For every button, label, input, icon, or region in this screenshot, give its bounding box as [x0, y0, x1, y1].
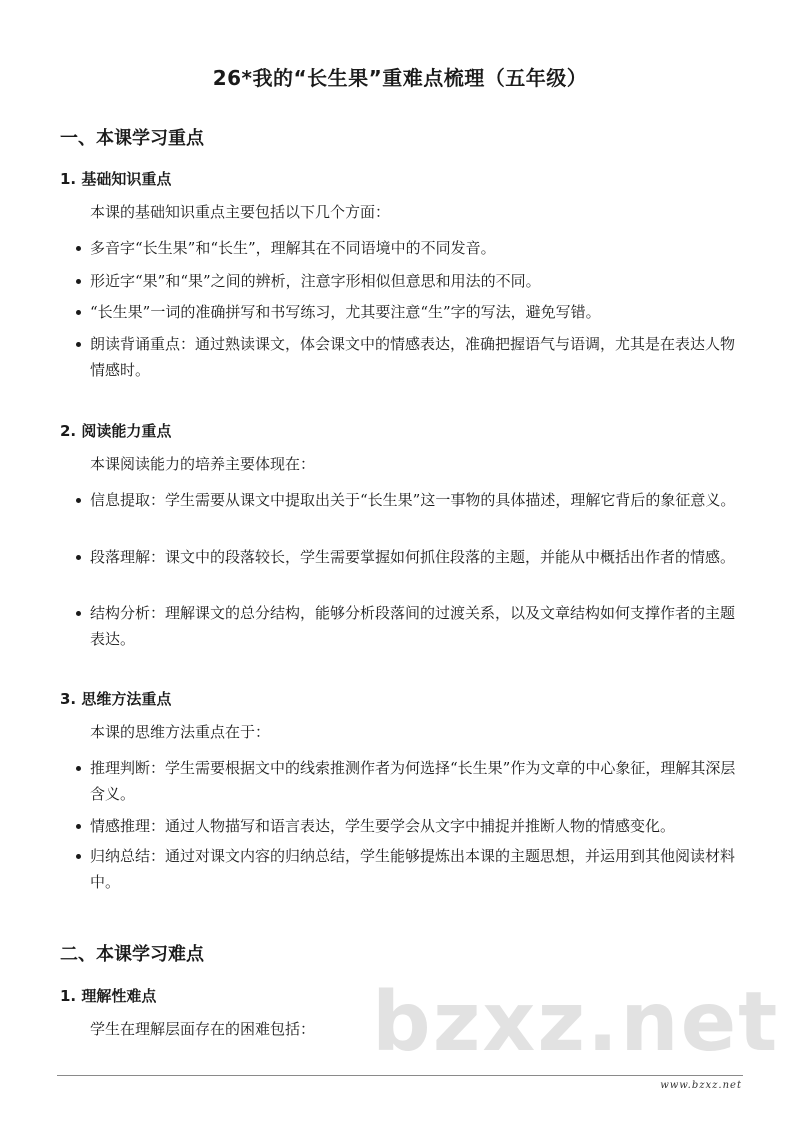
- bullet-icon: [76, 555, 81, 560]
- list-item-text: 段落理解：课文中的段落较长，学生需要掌握如何抓住段落的主题，并能从中概括出作者的情感。: [90, 548, 736, 566]
- bullet-icon: [76, 766, 81, 771]
- list-item-text: “长生果”一词的准确拼写和书写练习，尤其要注意“生”字的写法，避免写错。: [90, 303, 601, 321]
- bullet-icon: [76, 611, 81, 616]
- bullet-icon: [76, 854, 81, 859]
- list-item: [76, 331, 746, 383]
- subsection-intro: 本课的思维方法重点在于：: [90, 723, 271, 741]
- list-item-text: 结构分析：理解课文的总分结构，能够分析段落间的过渡关系，以及文章结构如何支撑作者的主题表达。: [90, 604, 736, 648]
- list-item: [76, 487, 746, 513]
- subsection-heading-thinking-methods: 3. 思维方法重点: [60, 690, 172, 708]
- bullet-icon: [76, 310, 81, 315]
- bullet-icon: [76, 824, 81, 829]
- list-item: [76, 755, 746, 807]
- list-item: [76, 544, 746, 570]
- list-item: [76, 843, 746, 895]
- list-item: [76, 813, 746, 839]
- list-item: [76, 600, 746, 652]
- subsection-intro: 学生在理解层面存在的困难包括：: [90, 1020, 316, 1038]
- bullet-icon: [76, 498, 81, 503]
- section-heading-key-points: 一、本课学习重点: [60, 128, 204, 149]
- list-item: [76, 268, 746, 294]
- list-item-text: 归纳总结：通过对课文内容的归纳总结，学生能够提炼出本课的主题思想，并运用到其他阅读材料中。: [90, 847, 736, 891]
- list-item-text: 信息提取：学生需要从课文中提取出关于“长生果”这一事物的具体描述，理解它背后的象征意义。: [90, 491, 736, 509]
- footer-divider: [57, 1075, 743, 1076]
- list-item-text: 多音字“长生果”和“长生”，理解其在不同语境中的不同发音。: [90, 239, 496, 257]
- document-title: 26*我的“长生果”重难点梳理（五年级）: [212, 66, 588, 90]
- list-item: [76, 235, 746, 261]
- list-item-text: 情感推理：通过人物描写和语言表达，学生要学会从文字中捕捉并推断人物的情感变化。: [90, 817, 676, 835]
- list-item: [76, 299, 746, 325]
- bullet-icon: [76, 342, 81, 347]
- bullet-icon: [76, 279, 81, 284]
- list-item-text: 形近字“果”和“果”之间的辨析，注意字形相似但意思和用法的不同。: [90, 272, 541, 290]
- section-heading-difficulties: 二、本课学习难点: [60, 944, 204, 965]
- list-item-text: 朗读背诵重点：通过熟读课文，体会课文中的情感表达，准确把握语气与语调，尤其是在表达人物情感时。: [90, 335, 736, 379]
- subsection-heading-comprehension-difficulty: 1. 理解性难点: [60, 987, 157, 1005]
- subsection-heading-reading-ability: 2. 阅读能力重点: [60, 422, 172, 440]
- list-item-text: 推理判断：学生需要根据文中的线索推测作者为何选择“长生果”作为文章的中心象征，理解其深层含义。: [90, 759, 736, 803]
- subsection-intro: 本课的基础知识重点主要包括以下几个方面：: [90, 203, 391, 221]
- subsection-heading-basic-knowledge: 1. 基础知识重点: [60, 170, 172, 188]
- watermark-text: bzxz.net: [372, 975, 780, 1070]
- bullet-icon: [76, 246, 81, 251]
- subsection-intro: 本课阅读能力的培养主要体现在：: [90, 455, 316, 473]
- footer-url: www.bzxz.net: [660, 1080, 742, 1091]
